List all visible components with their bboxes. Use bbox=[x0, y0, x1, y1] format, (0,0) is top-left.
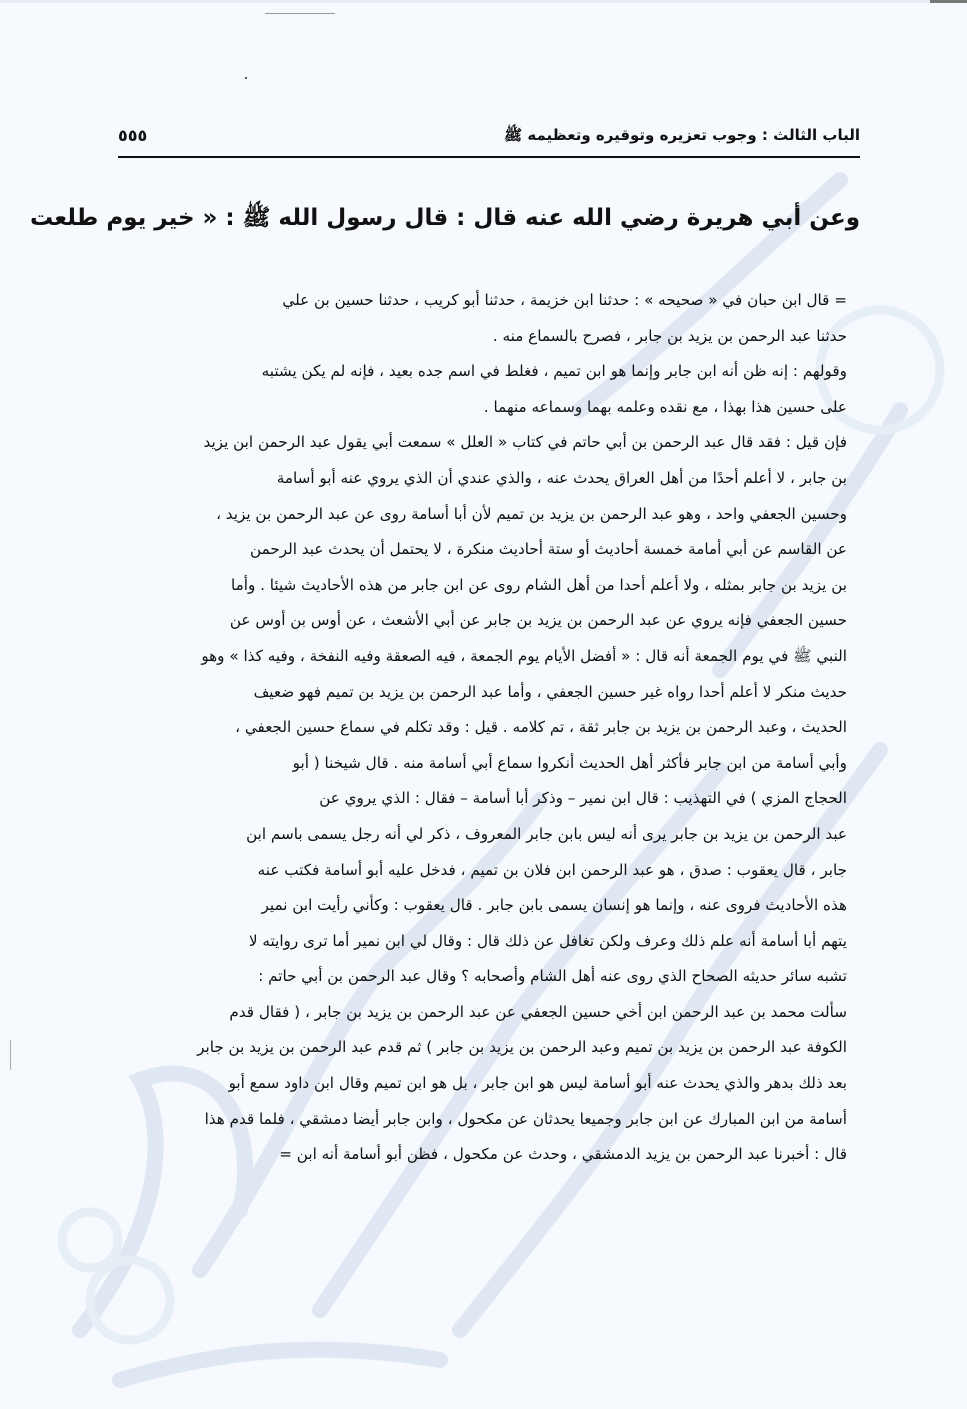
running-header bbox=[118, 120, 860, 160]
text-line: حدثنا عبد الرحمن بن يزيد بن جابر ، فصرح بالسماع منه . bbox=[492, 326, 847, 345]
text-line: = قال ابن حبان في « صحيحه » : حدثنا ابن خزيمة ، حدثنا أبو كريب ، حدثنا حسين بن علي bbox=[282, 291, 847, 309]
text-line: أسامة من ابن المبارك عن ابن جابر وجميعا يحدثان عن مكحول ، وابن جابر أيضا دمشقي ، فلما قدم هذا bbox=[204, 1109, 847, 1128]
text-line: هذه الأحاديث فروى عنه ، وإنما هو إنسان يسمى بابن جابر . قال يعقوب : وكأني رأيت ابن نمير bbox=[261, 896, 847, 915]
header-divider bbox=[118, 156, 860, 158]
page-number: ٥٥٥ bbox=[118, 126, 148, 145]
chapter-title: الباب الثالث : وجوب تعزيره وتوقيره وتعظيمه ﷺ bbox=[504, 126, 860, 144]
text-line: عن القاسم عن أبي أمامة خمسة أحاديث أو ستة أحاديث منكرة ، لا يحتمل أن يحدث عبد الرحمن bbox=[250, 540, 847, 559]
scan-mark bbox=[930, 0, 967, 3]
text-line: قال : أخبرنا عبد الرحمن بن يزيد الدمشقي ، وحدث عن مكحول ، فظن أبو أسامة أنه ابن = bbox=[279, 1145, 847, 1164]
scan-mark bbox=[245, 77, 247, 79]
text-line: على حسين هذا بهذا ، مع نقده وعلمه بهما وسماعه منهما . bbox=[483, 397, 847, 416]
text-line: بعد ذلك بدهر والذي يحدث عنه أبو أسامة ليس هو ابن جابر ، بل هو ابن تميم وقال ابن داود سمع أبو bbox=[228, 1074, 847, 1093]
text-line: بن يزيد بن جابر بمثله ، ولا أعلم أحدا من أهل الشام روى عن ابن جابر من هذه الأحاديث شيئا . وأما bbox=[230, 575, 847, 594]
text-line: عبد الرحمن بن يزيد بن جابر يرى أنه ليس بابن جابر المعروف ، ذكر لي أنه رجل يسمى باسم ابن bbox=[246, 824, 847, 843]
footnote-body bbox=[119, 283, 847, 1173]
text-line: وحسين الجعفي واحد ، وهو عبد الرحمن بن يزيد بن تميم لأن أبا أسامة روى عن عبد الرحمن بن يزيد ، bbox=[216, 504, 847, 523]
text-line: النبي ﷺ في يوم الجمعة أنه قال : « أفضل الأيام يوم الجمعة ، فيه الصعقة وفيه النفخة ، وفيه كذا » وهو bbox=[201, 646, 847, 665]
text-line: جابر ، قال يعقوب : صدق ، هو عبد الرحمن ابن فلان بن تميم ، فدخل عليه أبو أسامة فكتب عنه bbox=[257, 860, 847, 879]
page-top-edge bbox=[0, 0, 967, 3]
text-line: وقولهم : إنه ظن أنه ابن جابر وإنما هو ابن تميم ، فغلط في اسم جده بعيد ، فإنه لم يكن يشتبه bbox=[261, 362, 847, 381]
text-line: الكوفة عبد الرحمن بن يزيد بن تميم وعبد الرحمن بن يزيد بن جابر ) ثم قدم عبد الرحمن بن يزيد بن جابر bbox=[197, 1038, 847, 1057]
scan-mark bbox=[265, 13, 335, 14]
text-line: حديث منكر لا أعلم أحدا رواه غير حسين الجعفي ، وأما عبد الرحمن بن يزيد بن تميم فهو ضعيف bbox=[253, 682, 847, 701]
scan-mark bbox=[10, 1040, 11, 1070]
text-line: تشبه سائر حديثه الصحاح الذي روى عنه أهل الشام وأصحابه ؟ وقال عبد الرحمن بن أبي حاتم : bbox=[258, 967, 847, 986]
hadith-text: وعن أبي هريرة رضي الله عنه قال : قال رسول الله ﷺ : « خير يوم طلعت bbox=[29, 205, 860, 231]
text-line: سألت محمد بن عبد الرحمن ابن أخي حسين الجعفي عن عبد الرحمن بن يزيد بن جابر ، ( فقال قدم bbox=[229, 1002, 847, 1021]
text-line: بن جابر ، لا أعلم أحدًا من أهل العراق يحدث عنه ، والذي عندي أن الذي يروي عنه أبو أسامة bbox=[276, 468, 847, 487]
text-line: حسين الجعفي فإنه يروي عن عبد الرحمن بن يزيد بن جابر عن أبي الأشعث ، عن أوس بن أوس عن bbox=[229, 611, 847, 630]
text-line: وأبي أسامة من ابن جابر فأكثر أهل الحديث أنكروا سماع أبي أسامة منه . قال شيخنا ( أبو bbox=[292, 753, 847, 772]
text-line: الحجاج المزي ) في التهذيب : قال ابن نمير – وذكر أبا أسامة – فقال : الذي يروي عن bbox=[319, 789, 847, 808]
text-line: يتهم أبا أسامة أنه علم ذلك وعرف ولكن تغافل عن ذلك قال : وقال لي ابن نمير أما ترى روايته لا bbox=[248, 931, 847, 950]
text-line: الحديث ، وعبد الرحمن بن يزيد بن جابر ثقة ، تم كلامه . قيل : وقد تكلم في سماع حسين الجعفي ، bbox=[235, 718, 847, 737]
text-line: فإن قيل : فقد قال عبد الرحمن بن أبي حاتم في كتاب « العلل » سمعت أبي يقول عبد الرحمن ابن يزيد bbox=[203, 433, 847, 452]
